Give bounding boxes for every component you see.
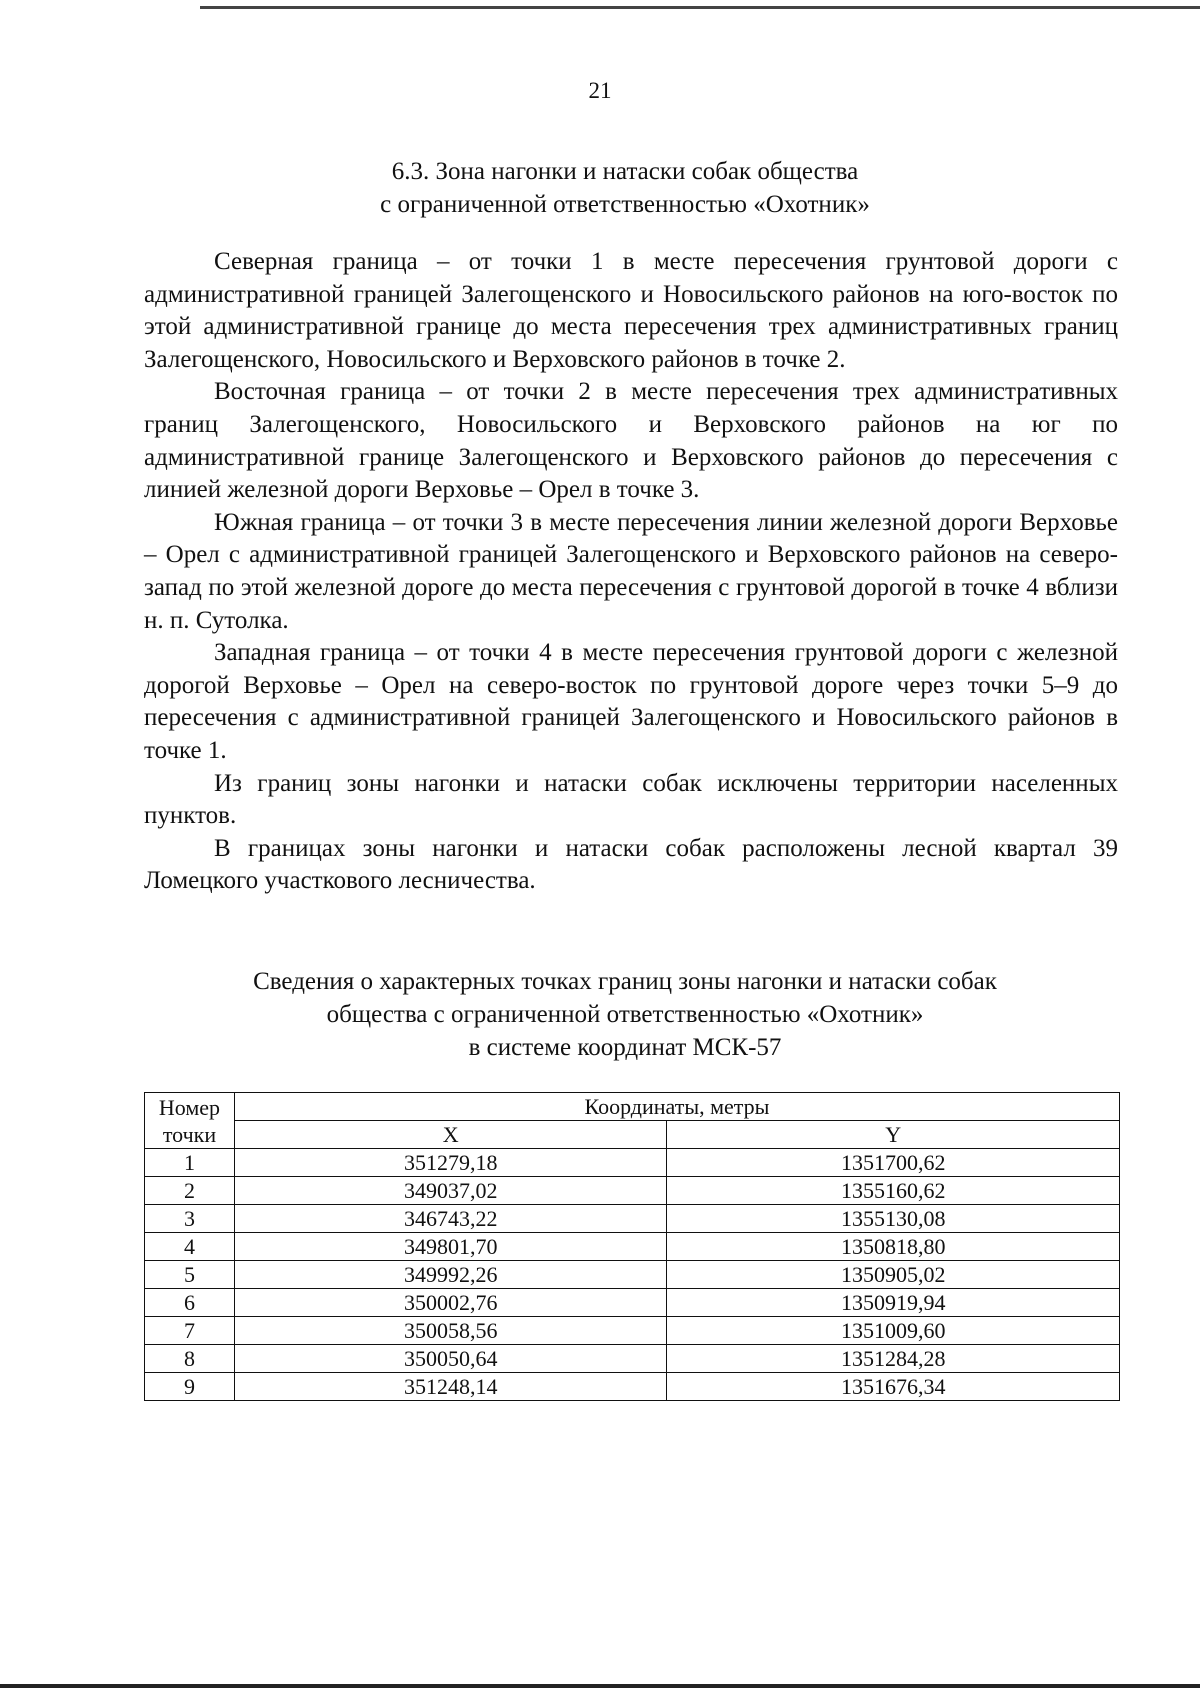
table-header-row xyxy=(145,1093,1120,1121)
table-caption-line-3: в системе координат МСК-57 xyxy=(468,1034,782,1061)
cell-y: 1350919,94 xyxy=(667,1289,1120,1317)
cell-point: 5 xyxy=(145,1261,235,1289)
table-row xyxy=(145,1345,1120,1373)
header-y: Y xyxy=(667,1121,1120,1149)
table-row xyxy=(145,1233,1120,1261)
header-point-line-1: Номер xyxy=(158,1094,221,1120)
cell-y: 1351284,28 xyxy=(667,1345,1120,1373)
table-caption-line-2: общества с ограниченной ответственностью «Охотник» xyxy=(326,1001,924,1028)
cell-point: 1 xyxy=(145,1149,235,1177)
cell-point: 8 xyxy=(145,1345,235,1373)
paragraph-north-boundary: Северная граница – от точки 1 в месте пересечения грунтовой дороги с административной границей Залегощенского и Новосильского районов на юго-восток по этой административной границе до места пересечения трех административных границ Залегощенского, Новосильского и Верховского районов в точке 2. xyxy=(144,248,1118,373)
section-title-line-2: с ограниченной ответственностью «Охотник» xyxy=(380,191,870,218)
table-row xyxy=(145,1261,1120,1289)
table-caption-line-1: Сведения о характерных точках границ зоны нагонки и натаски собак xyxy=(253,968,997,995)
cell-x: 346743,22 xyxy=(234,1205,667,1233)
cell-x: 351248,14 xyxy=(234,1373,667,1401)
header-point-number xyxy=(145,1093,235,1149)
scan-edge-bottom xyxy=(0,1684,1200,1688)
table-row xyxy=(145,1289,1120,1317)
cell-point: 4 xyxy=(145,1233,235,1261)
cell-y: 1350905,02 xyxy=(667,1261,1120,1289)
cell-y: 1351676,34 xyxy=(667,1373,1120,1401)
header-x: X xyxy=(234,1121,667,1149)
header-point-line-2: точки xyxy=(162,1121,217,1147)
section-title xyxy=(150,155,1100,221)
cell-x: 349037,02 xyxy=(234,1177,667,1205)
scan-edge-top xyxy=(200,6,1200,9)
cell-point: 9 xyxy=(145,1373,235,1401)
cell-y: 1351009,60 xyxy=(667,1317,1120,1345)
paragraph-exclusions: Из границ зоны нагонки и натаски собак исключены территории населенных пунктов. xyxy=(144,769,1118,830)
paragraph-south-boundary: Южная граница – от точки 3 в месте пересечения линии железной дороги Верховье – Орел с административной границей Залегощенского и Верховского районов на северо-запад по этой железной дороге до места пересечения с грунтовой дорогой в точке 4 вблизи н. п. Сутолка. xyxy=(144,508,1118,634)
cell-y: 1355160,62 xyxy=(667,1177,1120,1205)
table-row xyxy=(145,1177,1120,1205)
cell-x: 350058,56 xyxy=(234,1317,667,1345)
cell-point: 2 xyxy=(145,1177,235,1205)
cell-x: 349992,26 xyxy=(234,1261,667,1289)
cell-y: 1350818,80 xyxy=(667,1233,1120,1261)
table-row xyxy=(145,1149,1120,1177)
cell-x: 349801,70 xyxy=(234,1233,667,1261)
paragraph-west-boundary: Западная граница – от точки 4 в месте пересечения грунтовой дороги с железной дорогой Верховье – Орел на северо-восток по грунтовой дороге через точки 5–9 до пересечения с административной границей Залегощенского и Новосильского районов в точке 1. xyxy=(144,639,1118,764)
paragraph-east-boundary: Восточная граница – от точки 2 в месте пересечения трех административных границ Залегощенского, Новосильского и Верховского районов на юг по административной границе Залегощенского и Верховского районов до пересечения с линией железной дороги Верховье – Орел в точке 3. xyxy=(144,378,1118,504)
cell-point: 6 xyxy=(145,1289,235,1317)
table-row xyxy=(145,1317,1120,1345)
cell-y: 1355130,08 xyxy=(667,1205,1120,1233)
cell-x: 350002,76 xyxy=(234,1289,667,1317)
table-row xyxy=(145,1205,1120,1233)
section-title-line-1: 6.3. Зона нагонки и натаски собак общества xyxy=(391,158,859,185)
paragraph-forest-quarter: В границах зоны нагонки и натаски собак расположены лесной квартал 39 Ломецкого участкового лесничества. xyxy=(144,834,1118,895)
coordinates-table xyxy=(144,1092,1120,1401)
header-coordinates: Координаты, метры xyxy=(234,1093,1119,1121)
table-caption xyxy=(150,965,1100,1064)
cell-point: 7 xyxy=(145,1317,235,1345)
table-row xyxy=(145,1373,1120,1401)
cell-y: 1351700,62 xyxy=(667,1149,1120,1177)
cell-x: 350050,64 xyxy=(234,1345,667,1373)
table-subheader-row xyxy=(145,1121,1120,1149)
cell-point: 3 xyxy=(145,1205,235,1233)
page-number: 21 xyxy=(588,78,612,103)
cell-x: 351279,18 xyxy=(234,1149,667,1177)
body-text xyxy=(144,246,1118,898)
